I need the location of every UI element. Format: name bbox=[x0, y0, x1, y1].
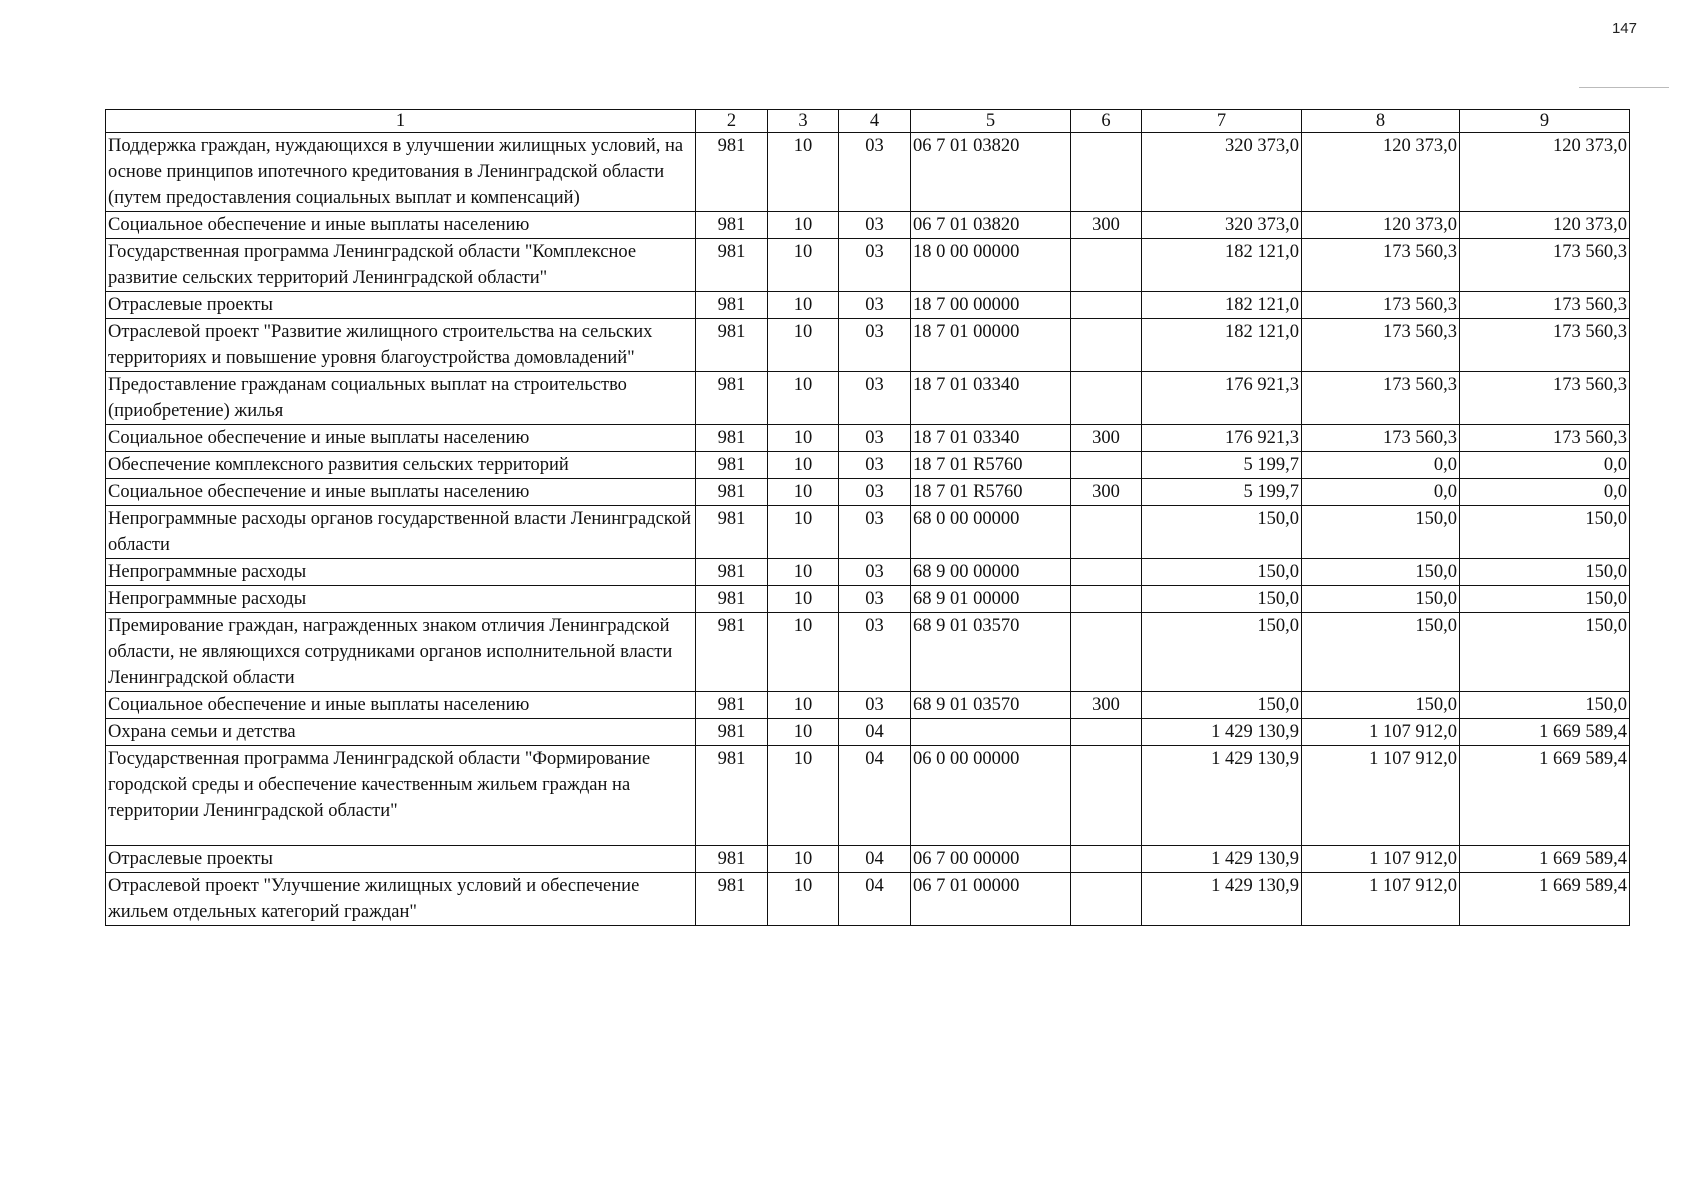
cell-col-2: 981 bbox=[696, 212, 768, 239]
cell-col-6: 300 bbox=[1071, 425, 1142, 452]
cell-col-2: 981 bbox=[696, 133, 768, 212]
cell-col-6 bbox=[1071, 559, 1142, 586]
cell-description: Охрана семьи и детства bbox=[106, 719, 696, 746]
cell-col-5: 18 7 00 00000 bbox=[911, 292, 1071, 319]
cell-col-6 bbox=[1071, 292, 1142, 319]
cell-col-9: 1 669 589,4 bbox=[1460, 719, 1630, 746]
cell-col-2: 981 bbox=[696, 586, 768, 613]
table-row bbox=[106, 506, 1630, 559]
cell-col-2: 981 bbox=[696, 613, 768, 692]
cell-col-6 bbox=[1071, 506, 1142, 559]
cell-col-8: 0,0 bbox=[1302, 452, 1460, 479]
cell-description: Социальное обеспечение и иные выплаты населению bbox=[106, 692, 696, 719]
cell-col-6: 300 bbox=[1071, 692, 1142, 719]
cell-col-5: 18 7 01 03340 bbox=[911, 372, 1071, 425]
cell-col-4: 04 bbox=[839, 719, 911, 746]
table-row bbox=[106, 425, 1630, 452]
cell-description: Отраслевые проекты bbox=[106, 846, 696, 873]
cell-col-8: 173 560,3 bbox=[1302, 239, 1460, 292]
cell-col-2: 981 bbox=[696, 372, 768, 425]
cell-col-4: 03 bbox=[839, 479, 911, 506]
cell-col-8: 1 107 912,0 bbox=[1302, 846, 1460, 873]
cell-col-2: 981 bbox=[696, 479, 768, 506]
table-row bbox=[106, 873, 1630, 926]
cell-col-9: 173 560,3 bbox=[1460, 372, 1630, 425]
header-row bbox=[106, 110, 1630, 133]
cell-col-6 bbox=[1071, 319, 1142, 372]
cell-col-7: 5 199,7 bbox=[1142, 452, 1302, 479]
cell-col-7: 1 429 130,9 bbox=[1142, 873, 1302, 926]
cell-col-5: 68 0 00 00000 bbox=[911, 506, 1071, 559]
cell-col-8: 150,0 bbox=[1302, 613, 1460, 692]
cell-col-2: 981 bbox=[696, 292, 768, 319]
cell-col-7: 182 121,0 bbox=[1142, 319, 1302, 372]
cell-col-6 bbox=[1071, 586, 1142, 613]
cell-col-5: 18 7 01 R5760 bbox=[911, 452, 1071, 479]
table-row bbox=[106, 133, 1630, 212]
cell-col-6 bbox=[1071, 133, 1142, 212]
header-col-4: 4 bbox=[839, 110, 911, 133]
cell-col-3: 10 bbox=[768, 559, 839, 586]
cell-col-9: 173 560,3 bbox=[1460, 425, 1630, 452]
cell-col-9: 173 560,3 bbox=[1460, 319, 1630, 372]
cell-description: Отраслевые проекты bbox=[106, 292, 696, 319]
cell-col-9: 1 669 589,4 bbox=[1460, 746, 1630, 846]
budget-table bbox=[105, 109, 1630, 926]
cell-col-8: 173 560,3 bbox=[1302, 372, 1460, 425]
cell-col-3: 10 bbox=[768, 319, 839, 372]
cell-col-8: 173 560,3 bbox=[1302, 319, 1460, 372]
cell-col-2: 981 bbox=[696, 692, 768, 719]
cell-col-6 bbox=[1071, 873, 1142, 926]
cell-col-7: 176 921,3 bbox=[1142, 372, 1302, 425]
cell-col-7: 150,0 bbox=[1142, 613, 1302, 692]
cell-col-7: 150,0 bbox=[1142, 559, 1302, 586]
cell-col-8: 1 107 912,0 bbox=[1302, 719, 1460, 746]
table-body bbox=[106, 133, 1630, 926]
cell-col-4: 04 bbox=[839, 846, 911, 873]
cell-col-3: 10 bbox=[768, 239, 839, 292]
cell-description: Отраслевой проект "Развитие жилищного строительства на сельских территориях и повышение уровня благоустройства домовладений" bbox=[106, 319, 696, 372]
cell-col-9: 120 373,0 bbox=[1460, 212, 1630, 239]
cell-col-3: 10 bbox=[768, 479, 839, 506]
cell-description: Поддержка граждан, нуждающихся в улучшении жилищных условий, на основе принципов ипотечного кредитования в Ленинградской области (путем предоставления социальных выплат и компенсаций) bbox=[106, 133, 696, 212]
table-row bbox=[106, 746, 1630, 846]
cell-col-8: 1 107 912,0 bbox=[1302, 873, 1460, 926]
cell-col-2: 981 bbox=[696, 719, 768, 746]
cell-col-8: 173 560,3 bbox=[1302, 425, 1460, 452]
cell-col-5: 18 0 00 00000 bbox=[911, 239, 1071, 292]
table-row bbox=[106, 692, 1630, 719]
cell-col-7: 150,0 bbox=[1142, 586, 1302, 613]
cell-col-9: 173 560,3 bbox=[1460, 239, 1630, 292]
cell-description: Премирование граждан, награжденных знаком отличия Ленинградской области, не являющихся сотрудниками органов исполнительной власти Ленинградской области bbox=[106, 613, 696, 692]
header-col-1: 1 bbox=[106, 110, 696, 133]
header-col-3: 3 bbox=[768, 110, 839, 133]
cell-description: Непрограммные расходы bbox=[106, 586, 696, 613]
cell-col-9: 150,0 bbox=[1460, 613, 1630, 692]
cell-col-8: 0,0 bbox=[1302, 479, 1460, 506]
cell-col-5: 18 7 01 00000 bbox=[911, 319, 1071, 372]
cell-col-4: 03 bbox=[839, 506, 911, 559]
table-row bbox=[106, 372, 1630, 425]
cell-col-4: 04 bbox=[839, 873, 911, 926]
cell-col-7: 150,0 bbox=[1142, 692, 1302, 719]
cell-col-2: 981 bbox=[696, 239, 768, 292]
cell-col-6 bbox=[1071, 239, 1142, 292]
cell-col-4: 03 bbox=[839, 425, 911, 452]
header-col-7: 7 bbox=[1142, 110, 1302, 133]
cell-col-8: 150,0 bbox=[1302, 692, 1460, 719]
cell-col-2: 981 bbox=[696, 559, 768, 586]
table-row bbox=[106, 719, 1630, 746]
cell-col-8: 150,0 bbox=[1302, 506, 1460, 559]
table-row bbox=[106, 239, 1630, 292]
cell-col-8: 120 373,0 bbox=[1302, 133, 1460, 212]
table-row bbox=[106, 212, 1630, 239]
cell-col-6 bbox=[1071, 372, 1142, 425]
cell-col-3: 10 bbox=[768, 692, 839, 719]
cell-col-3: 10 bbox=[768, 746, 839, 846]
cell-col-7: 1 429 130,9 bbox=[1142, 746, 1302, 846]
header-col-5: 5 bbox=[911, 110, 1071, 133]
cell-col-5 bbox=[911, 719, 1071, 746]
cell-col-7: 182 121,0 bbox=[1142, 239, 1302, 292]
cell-col-5: 06 7 01 03820 bbox=[911, 212, 1071, 239]
cell-col-9: 173 560,3 bbox=[1460, 292, 1630, 319]
cell-col-2: 981 bbox=[696, 846, 768, 873]
cell-col-4: 03 bbox=[839, 452, 911, 479]
cell-col-5: 18 7 01 03340 bbox=[911, 425, 1071, 452]
table-row bbox=[106, 613, 1630, 692]
cell-col-8: 1 107 912,0 bbox=[1302, 746, 1460, 846]
cell-col-5: 68 9 01 03570 bbox=[911, 692, 1071, 719]
cell-col-9: 150,0 bbox=[1460, 692, 1630, 719]
cell-col-7: 5 199,7 bbox=[1142, 479, 1302, 506]
cell-col-9: 0,0 bbox=[1460, 479, 1630, 506]
cell-col-3: 10 bbox=[768, 133, 839, 212]
cell-col-6: 300 bbox=[1071, 212, 1142, 239]
page-number: 147 bbox=[1611, 20, 1637, 37]
cell-col-2: 981 bbox=[696, 506, 768, 559]
cell-description: Государственная программа Ленинградской области "Комплексное развитие сельских территорий Ленинградской области" bbox=[106, 239, 696, 292]
table-row bbox=[106, 846, 1630, 873]
cell-description: Социальное обеспечение и иные выплаты населению bbox=[106, 425, 696, 452]
cell-col-7: 320 373,0 bbox=[1142, 212, 1302, 239]
cell-col-8: 150,0 bbox=[1302, 586, 1460, 613]
cell-description: Непрограммные расходы bbox=[106, 559, 696, 586]
table-row bbox=[106, 452, 1630, 479]
cell-col-7: 1 429 130,9 bbox=[1142, 719, 1302, 746]
cell-col-4: 03 bbox=[839, 133, 911, 212]
cell-col-2: 981 bbox=[696, 319, 768, 372]
cell-description: Обеспечение комплексного развития сельских территорий bbox=[106, 452, 696, 479]
header-col-2: 2 bbox=[696, 110, 768, 133]
table-row bbox=[106, 319, 1630, 372]
cell-col-8: 173 560,3 bbox=[1302, 292, 1460, 319]
cell-col-6 bbox=[1071, 613, 1142, 692]
cell-col-9: 150,0 bbox=[1460, 559, 1630, 586]
cell-col-6 bbox=[1071, 452, 1142, 479]
cell-col-9: 150,0 bbox=[1460, 586, 1630, 613]
cell-col-4: 03 bbox=[839, 586, 911, 613]
header-col-6: 6 bbox=[1071, 110, 1142, 133]
cell-col-3: 10 bbox=[768, 292, 839, 319]
cell-col-5: 06 0 00 00000 bbox=[911, 746, 1071, 846]
cell-col-4: 03 bbox=[839, 372, 911, 425]
cell-col-9: 0,0 bbox=[1460, 452, 1630, 479]
cell-description: Государственная программа Ленинградской области "Формирование городской среды и обеспечение качественным жильем граждан на территории Ленинградской области" bbox=[106, 746, 696, 846]
cell-col-2: 981 bbox=[696, 452, 768, 479]
cell-description: Предоставление гражданам социальных выплат на строительство (приобретение) жилья bbox=[106, 372, 696, 425]
cell-col-7: 320 373,0 bbox=[1142, 133, 1302, 212]
cell-col-7: 182 121,0 bbox=[1142, 292, 1302, 319]
cell-col-7: 150,0 bbox=[1142, 506, 1302, 559]
cell-description: Социальное обеспечение и иные выплаты населению bbox=[106, 212, 696, 239]
cell-col-5: 68 9 01 00000 bbox=[911, 586, 1071, 613]
table-row bbox=[106, 479, 1630, 506]
cell-description: Отраслевой проект "Улучшение жилищных условий и обеспечение жильем отдельных категорий граждан" bbox=[106, 873, 696, 926]
cell-col-2: 981 bbox=[696, 746, 768, 846]
cell-col-6 bbox=[1071, 746, 1142, 846]
cell-col-2: 981 bbox=[696, 425, 768, 452]
cell-col-2: 981 bbox=[696, 873, 768, 926]
table-header bbox=[106, 110, 1630, 133]
cell-col-5: 06 7 00 00000 bbox=[911, 846, 1071, 873]
cell-col-3: 10 bbox=[768, 212, 839, 239]
cell-description: Непрограммные расходы органов государственной власти Ленинградской области bbox=[106, 506, 696, 559]
table-row bbox=[106, 292, 1630, 319]
cell-col-3: 10 bbox=[768, 846, 839, 873]
cell-col-7: 176 921,3 bbox=[1142, 425, 1302, 452]
cell-col-4: 03 bbox=[839, 559, 911, 586]
cell-col-6 bbox=[1071, 846, 1142, 873]
table-row bbox=[106, 586, 1630, 613]
cell-col-8: 150,0 bbox=[1302, 559, 1460, 586]
cell-col-6: 300 bbox=[1071, 479, 1142, 506]
cell-col-4: 03 bbox=[839, 212, 911, 239]
cell-col-3: 10 bbox=[768, 425, 839, 452]
cell-col-9: 1 669 589,4 bbox=[1460, 873, 1630, 926]
cell-col-3: 10 bbox=[768, 719, 839, 746]
cell-col-4: 03 bbox=[839, 692, 911, 719]
cell-col-8: 120 373,0 bbox=[1302, 212, 1460, 239]
cell-col-3: 10 bbox=[768, 873, 839, 926]
cell-col-5: 68 9 01 03570 bbox=[911, 613, 1071, 692]
cell-col-6 bbox=[1071, 719, 1142, 746]
cell-col-4: 03 bbox=[839, 319, 911, 372]
cell-col-9: 150,0 bbox=[1460, 506, 1630, 559]
cell-col-9: 120 373,0 bbox=[1460, 133, 1630, 212]
header-col-8: 8 bbox=[1302, 110, 1460, 133]
cell-col-4: 03 bbox=[839, 239, 911, 292]
cell-col-5: 18 7 01 R5760 bbox=[911, 479, 1071, 506]
cell-description: Социальное обеспечение и иные выплаты населению bbox=[106, 479, 696, 506]
cell-col-5: 06 7 01 03820 bbox=[911, 133, 1071, 212]
cell-col-3: 10 bbox=[768, 372, 839, 425]
cell-col-9: 1 669 589,4 bbox=[1460, 846, 1630, 873]
cell-col-5: 06 7 01 00000 bbox=[911, 873, 1071, 926]
cell-col-4: 04 bbox=[839, 746, 911, 846]
cell-col-3: 10 bbox=[768, 586, 839, 613]
cell-col-5: 68 9 00 00000 bbox=[911, 559, 1071, 586]
cell-col-7: 1 429 130,9 bbox=[1142, 846, 1302, 873]
cell-col-3: 10 bbox=[768, 613, 839, 692]
cell-col-3: 10 bbox=[768, 452, 839, 479]
scan-artifact-line bbox=[1579, 87, 1669, 88]
header-col-9: 9 bbox=[1460, 110, 1630, 133]
cell-col-3: 10 bbox=[768, 506, 839, 559]
cell-col-4: 03 bbox=[839, 292, 911, 319]
table-row bbox=[106, 559, 1630, 586]
cell-col-4: 03 bbox=[839, 613, 911, 692]
